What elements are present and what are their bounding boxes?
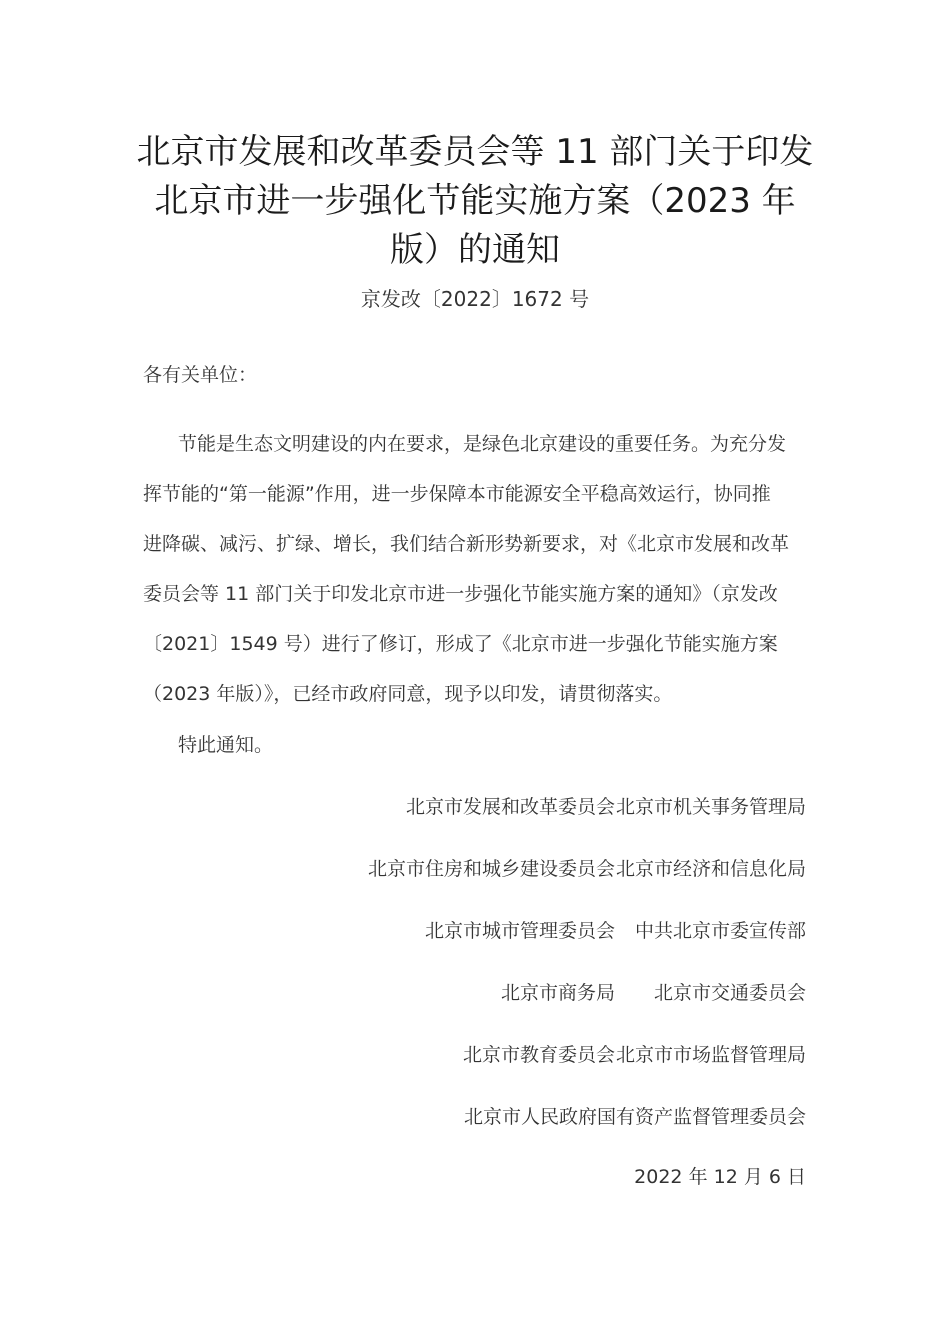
body-paragraph bbox=[143, 419, 789, 719]
body-line: （2023 年版）》，已经市政府同意，现予以印发，请贯彻落实。 bbox=[143, 683, 673, 705]
body-line: 节能是生态文明建设的内在要求，是绿色北京建设的重要任务。为充分发 bbox=[178, 433, 787, 455]
body-line: 〔2021〕1549 号）进行了修订，形成了《北京市进一步强化节能实施方案 bbox=[143, 633, 778, 655]
closing-remark: 特此通知。 bbox=[178, 734, 274, 756]
title-line-1: 北京市发展和改革委员会等 11 部门关于印发 bbox=[136, 132, 814, 172]
issuer-name: 北京市教育委员会 bbox=[462, 1044, 615, 1066]
issuer-name: 北京市住房和城乡建设委员会 bbox=[367, 858, 615, 880]
issuer-name: 北京市商务局 bbox=[500, 982, 615, 1004]
body-line: 进降碳、减污、扩绿、增长，我们结合新形势新要求，对《北京市发展和改革 bbox=[143, 533, 790, 555]
issuer-row bbox=[368, 792, 806, 854]
issuing-departments bbox=[368, 792, 806, 1164]
issuer-name: 北京市城市管理委员会 bbox=[424, 920, 615, 942]
document-number: 京发改〔2022〕1672 号 bbox=[360, 287, 590, 311]
title-line-2: 北京市进一步强化节能实施方案（2023 年 bbox=[154, 181, 796, 221]
issuer-name: 北京市市场监督管理局 bbox=[615, 1044, 806, 1066]
issuer-name: 北京市交通委员会 bbox=[653, 982, 806, 1004]
issuer-name: 北京市人民政府国有资产监督管理委员会 bbox=[463, 1106, 806, 1128]
issuer-name: 北京市发展和改革委员会 bbox=[405, 796, 615, 818]
issue-date: 2022 年 12 月 6 日 bbox=[634, 1166, 806, 1188]
title-line-3: 版）的通知 bbox=[390, 230, 560, 270]
issuer-name: 北京市机关事务管理局 bbox=[615, 796, 806, 818]
issuer-row bbox=[368, 978, 806, 1040]
body-line: 挥节能的“第一能源”作用，进一步保障本市能源安全平稳高效运行，协同推 bbox=[143, 483, 771, 505]
document-title bbox=[120, 128, 830, 275]
issuer-row bbox=[368, 1102, 806, 1164]
issuer-name: 北京市经济和信息化局 bbox=[615, 858, 806, 880]
issuer-row bbox=[368, 916, 806, 978]
salutation: 各有关单位： bbox=[143, 364, 258, 386]
body-line: 委员会等 11 部门关于印发北京市进一步强化节能实施方案的通知》（京发改 bbox=[143, 583, 778, 605]
issuer-name: 中共北京市委宣传部 bbox=[634, 920, 806, 942]
issuer-row bbox=[368, 854, 806, 916]
issuer-row bbox=[368, 1040, 806, 1102]
